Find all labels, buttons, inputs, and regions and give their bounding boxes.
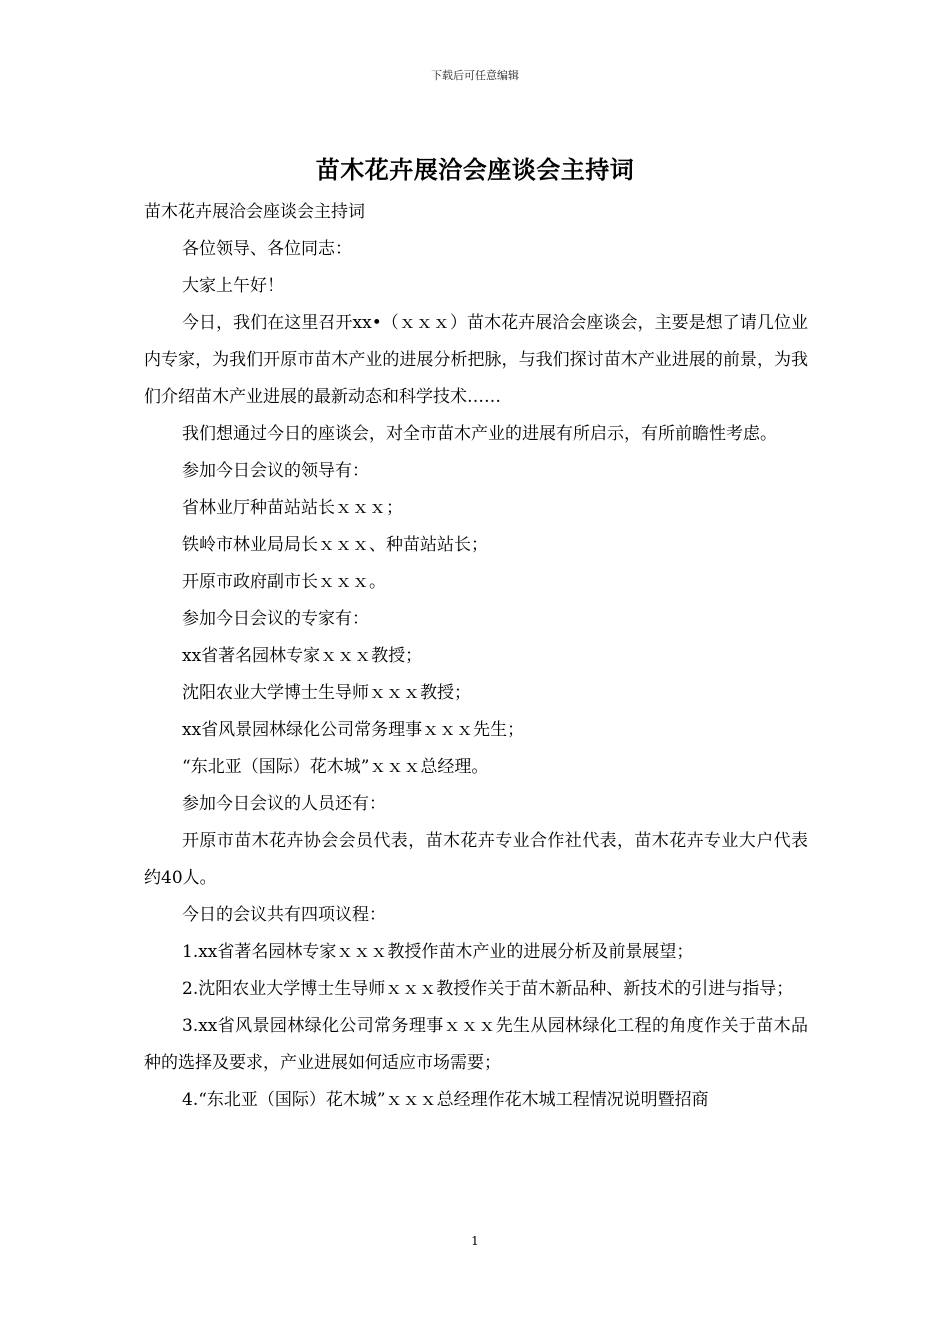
paragraph: 3.xx省风景园林绿化公司常务理事ｘｘｘ先生从园林绿化工程的角度作关于苗木品种的选择及要求，产业进展如何适应市场需要；: [144, 1016, 808, 1073]
paragraph: 参加今日会议的人员还有：: [182, 794, 386, 814]
paragraph: 今日的会议共有四项议程：: [182, 905, 386, 925]
paragraph: 今日，我们在这里召开xx•（ｘｘｘ）苗木花卉展洽会座谈会，主要是想了请几位业内专家，为我们开原市苗木产业的进展分析把脉，与我们探讨苗木产业进展的前景，为我们介绍苗木产业进展的最新动态和科学技术……: [144, 313, 808, 407]
document-body: [144, 194, 808, 1119]
paragraph: 参加今日会议的专家有：: [182, 609, 369, 629]
document-title: 苗木花卉展洽会座谈会主持词: [315, 155, 635, 184]
page-number: 1: [471, 1234, 479, 1248]
paragraph: 苗木花卉展洽会座谈会主持词: [144, 202, 365, 222]
paragraph: xx省风景园林绿化公司常务理事ｘｘｘ先生；: [182, 720, 525, 740]
paragraph: 参加今日会议的领导有：: [182, 461, 369, 481]
paragraph: 铁岭市林业局局长ｘｘｘ、种苗站站长；: [182, 535, 488, 555]
paragraph: 开原市政府副市长ｘｘｘ。: [182, 572, 386, 592]
paragraph: 省林业厅种苗站站长ｘｘｘ；: [182, 498, 403, 518]
header-note: 下载后可任意编辑: [431, 69, 519, 82]
paragraph: 开原市苗木花卉协会会员代表，苗木花卉专业合作社代表，苗木花卉专业大户代表约40人。: [144, 831, 808, 888]
paragraph: 各位领导、各位同志：: [182, 239, 352, 259]
paragraph: “东北亚（国际）花木城”ｘｘｘ总经理。: [182, 757, 489, 777]
paragraph: 2.沈阳农业大学博士生导师ｘｘｘ教授作关于苗木新品种、新技术的引进与指导；: [182, 979, 794, 999]
paragraph: 4.“东北亚（国际）花木城”ｘｘｘ总经理作花木城工程情况说明暨招商: [182, 1090, 709, 1110]
paragraph: 我们想通过今日的座谈会，对全市苗木产业的进展有所启示，有所前瞻性考虑。: [182, 424, 777, 444]
paragraph: 大家上午好！: [182, 276, 284, 296]
paragraph: xx省著名园林专家ｘｘｘ教授；: [182, 646, 423, 666]
paragraph: 1.xx省著名园林专家ｘｘｘ教授作苗木产业的进展分析及前景展望；: [182, 942, 694, 962]
paragraph: 沈阳农业大学博士生导师ｘｘｘ教授；: [182, 683, 471, 703]
